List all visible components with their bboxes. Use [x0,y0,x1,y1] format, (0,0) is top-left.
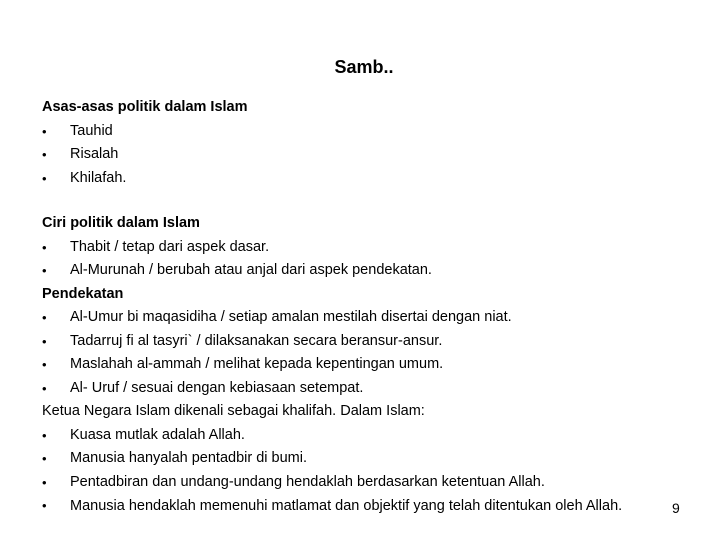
list-item-text: Pentadbiran dan undang-undang hendaklah berdasarkan ketentuan Allah. [70,473,545,490]
bullet-icon: • [42,498,47,513]
bullet-icon: • [42,357,47,372]
bullet-icon: • [42,310,47,325]
list-item [42,120,662,144]
spacer [42,190,662,212]
bullet-icon: • [42,427,47,443]
list-item-text: Al-Murunah / berubah atau anjal dari aspek pendekatan. [70,262,432,278]
bullet-icon: • [42,147,47,162]
list-item-text: Al- Uruf / sesuai dengan kebiasaan setempat. [70,379,364,396]
list-item-text: Thabit / tetap dari aspek dasar. [70,238,270,255]
list-item-text: Kuasa mutlak adalah Allah. [70,426,245,443]
list-item [42,259,662,283]
section-heading-asas: Asas-asas politik dalam Islam [42,99,248,115]
list-item [42,447,662,471]
section-heading-ciri: Ciri politik dalam Islam [42,215,200,231]
page-number: 9 [672,500,680,516]
list-item [42,353,662,377]
slide-title: Samb.. [334,57,394,77]
list-item-text: Tauhid [70,122,113,139]
slide-content [42,96,662,518]
list-item [42,143,662,167]
list-item-text: Risalah [70,146,119,162]
bullet-icon: • [42,474,47,490]
list-item [42,306,662,330]
bullet-icon: • [42,380,47,396]
section-heading-pendekatan: Pendekatan [42,285,124,302]
bullet-icon: • [42,263,47,278]
list-item-text: Tadarruj fi al tasyri` / dilaksanakan secara beransur-ansur. [70,332,443,349]
list-item-text: Al-Umur bi maqasidiha / setiap amalan mestilah disertai dengan niat. [70,309,512,325]
list-item-text: Khilafah. [70,169,127,186]
bullet-icon: • [42,333,47,349]
list-item [42,494,662,518]
list-item [42,167,662,191]
bullet-icon: • [42,239,47,255]
bullet-icon: • [42,451,47,466]
list-item-text: Manusia hanyalah pentadbir di bumi. [70,450,307,466]
list-item [42,471,662,495]
list-item [42,330,662,354]
list-item [42,236,662,260]
list-item [42,424,662,448]
list-item [42,377,662,401]
bullet-icon: • [42,123,47,139]
section-intro-ketua-negara: Ketua Negara Islam dikenali sebagai khalifah. Dalam Islam: [42,403,425,419]
bullet-icon: • [42,170,47,186]
list-item-text: Maslahah al-ammah / melihat kepada kepentingan umum. [70,356,444,372]
list-item-text: Manusia hendaklah memenuhi matlamat dan objektif yang telah ditentukan oleh Allah. [70,498,623,514]
